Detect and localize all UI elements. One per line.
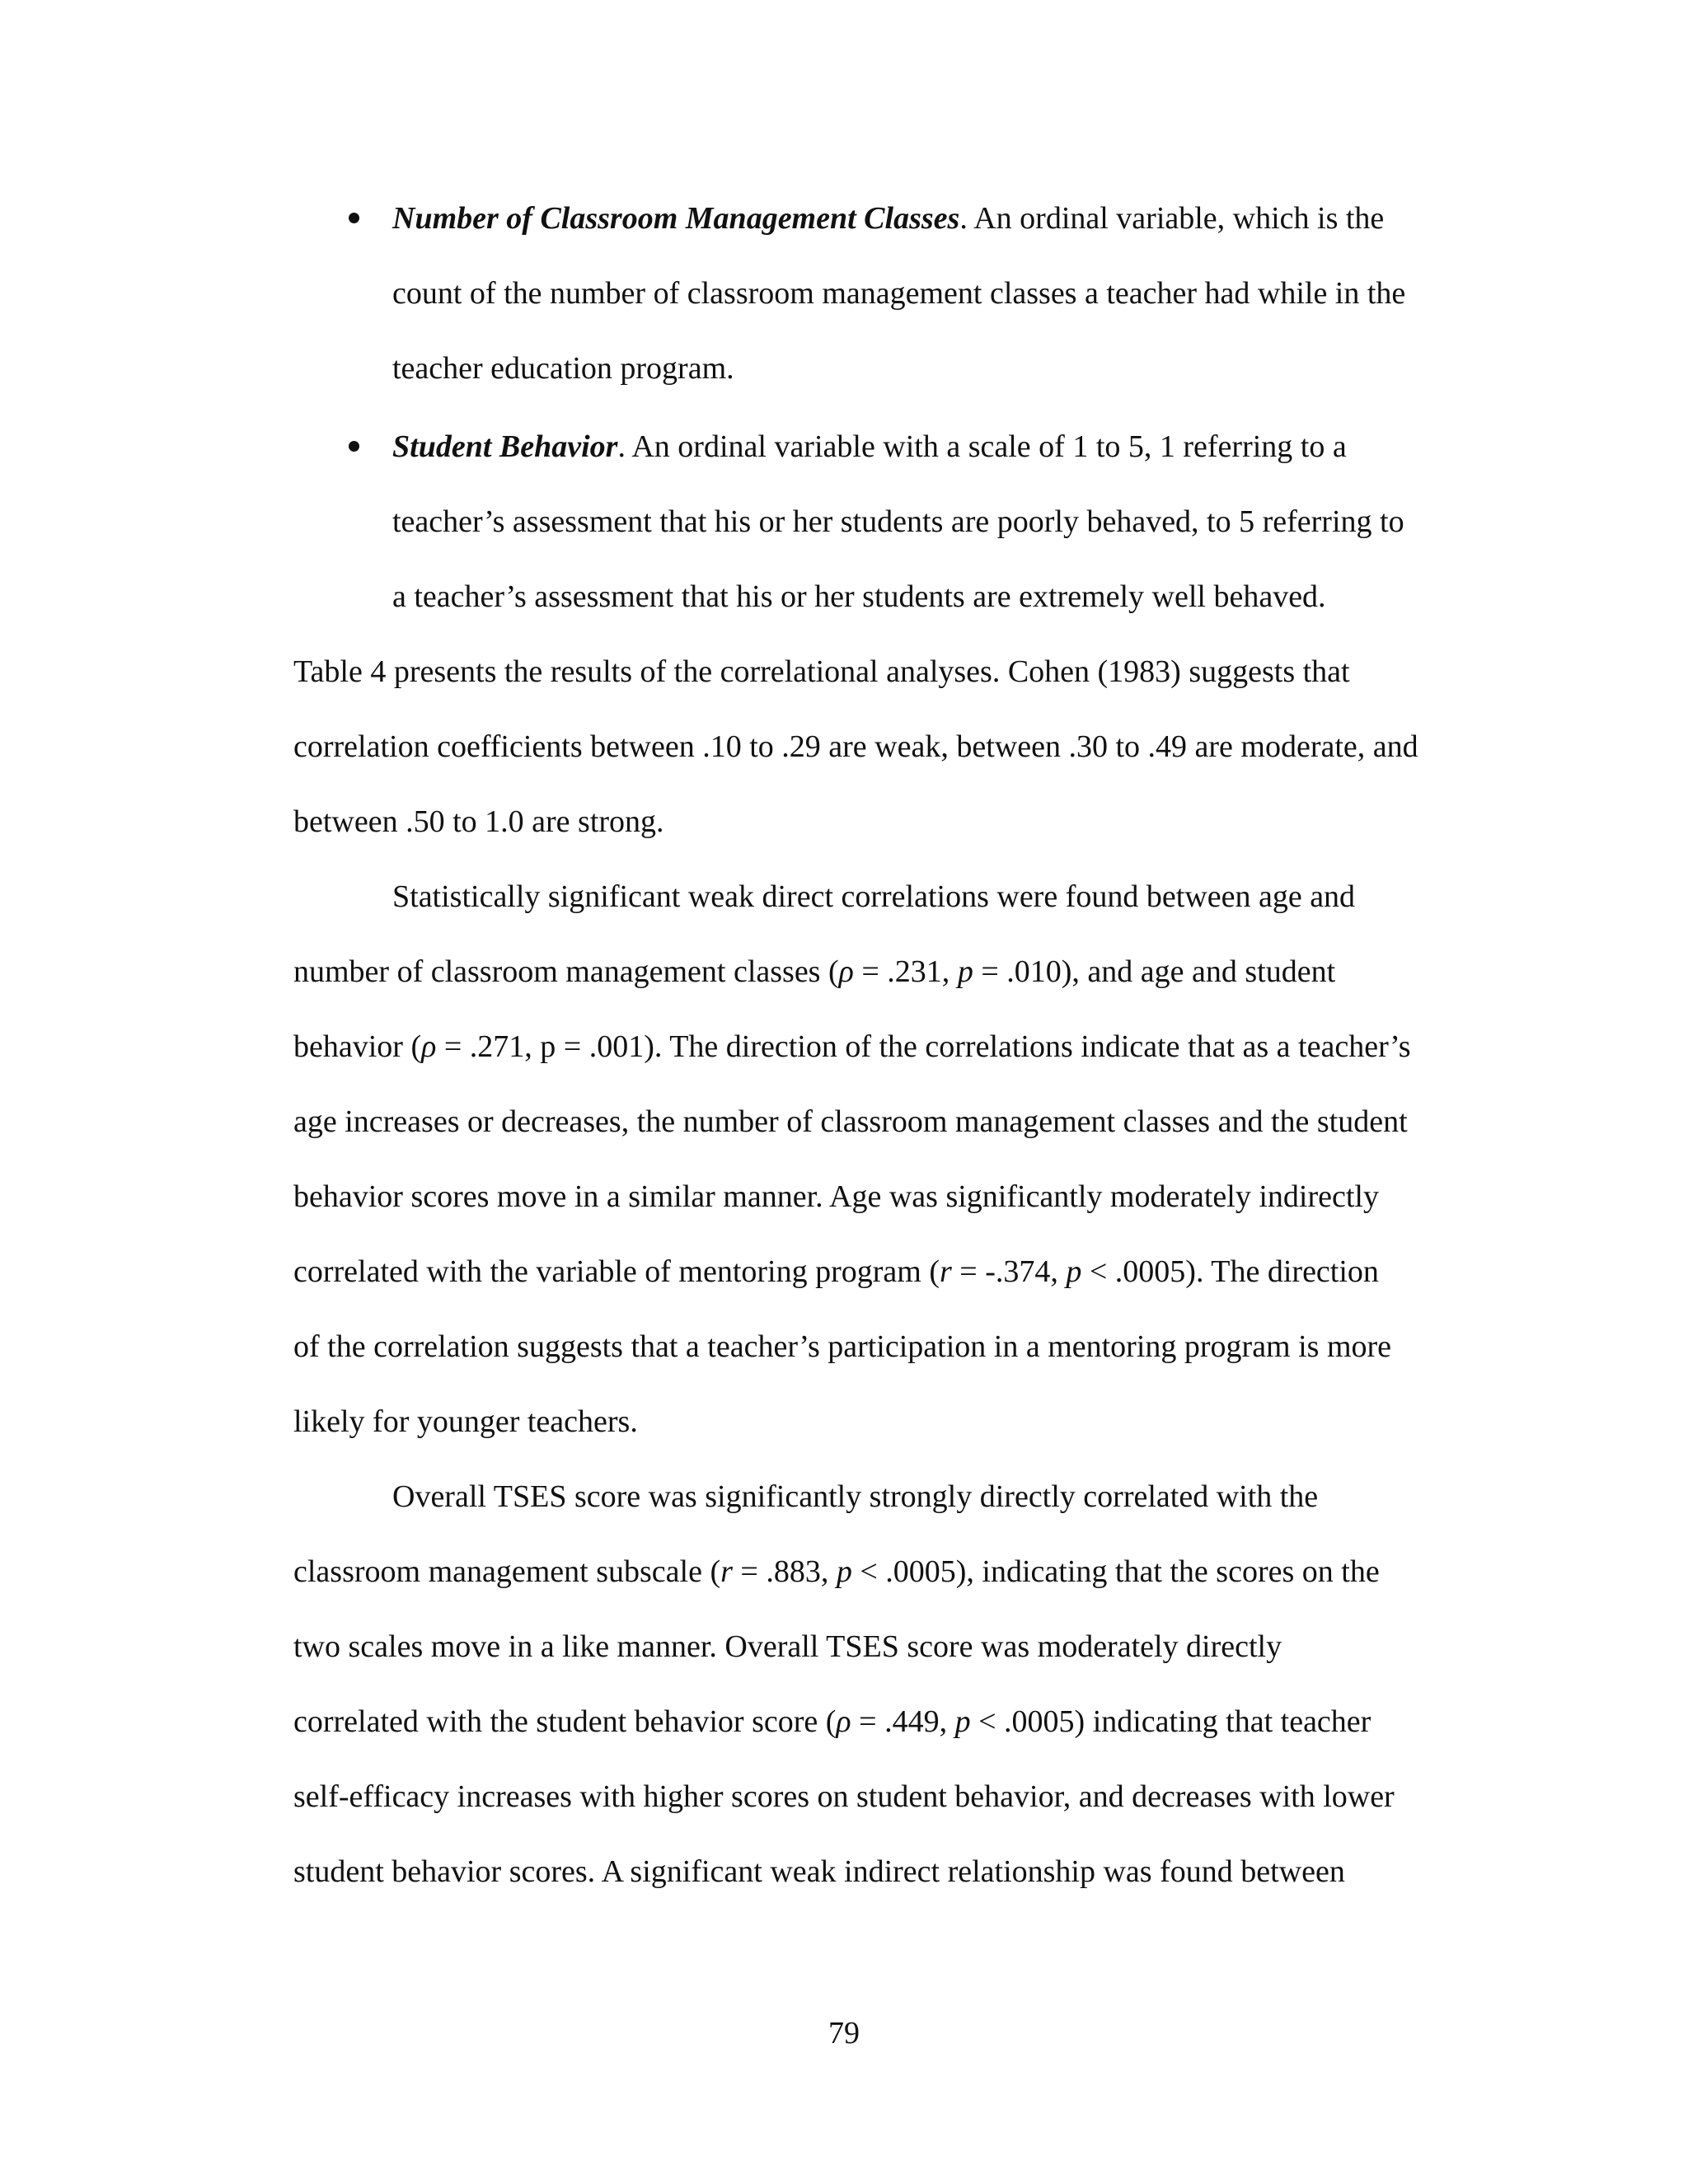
para2-line-2: number of classroom management classes (ρ = .231, p = .010), and age and student: [293, 954, 1336, 989]
para3-line-6: student behavior scores. A significant weak indirect relationship was found between: [293, 1854, 1345, 1889]
bullet-1-term: Number of Classroom Management Classes: [392, 201, 960, 236]
para2-line-3: behavior (ρ = .271, p = .001). The direction of the correlations indicate that as a teacher’s: [293, 1029, 1411, 1064]
bullet-1-text-1: An ordinal variable, which is the: [973, 201, 1385, 236]
para1-line-3: between .50 to 1.0 are strong.: [293, 804, 664, 839]
bullet-2-line-3: a teacher’s assessment that his or her students are extremely well behaved.: [392, 579, 1326, 614]
bullet-2-term: Student Behavior: [392, 429, 618, 464]
para2-line-5: behavior scores move in a similar manner. Age was significantly moderately indirectly: [293, 1179, 1379, 1214]
bullet-1-line-3: teacher education program.: [392, 351, 734, 386]
para3-line-1: Overall TSES score was significantly strongly directly correlated with the: [392, 1479, 1319, 1514]
para2-line-4: age increases or decreases, the number of classroom management classes and the student: [293, 1104, 1408, 1139]
bullet-dot-1: [349, 213, 359, 223]
bullet-2-line-2: teacher’s assessment that his or her students are poorly behaved, to 5 referring to: [392, 504, 1404, 539]
page-number: 79: [828, 2016, 860, 2050]
bullet-2-text-1: An ordinal variable with a scale of 1 to 5, 1 referring to a: [631, 429, 1347, 464]
para3-line-2: classroom management subscale (r = .883, p < .0005), indicating that the scores on the: [293, 1554, 1380, 1589]
para2-line-8: likely for younger teachers.: [293, 1404, 638, 1439]
para2-line-1: Statistically significant weak direct correlations were found between age and: [392, 879, 1356, 914]
bullet-2-line-1: Student Behavior. An ordinal variable with a scale of 1 to 5, 1 referring to a: [392, 429, 1347, 464]
bullet-1-line-1: Number of Classroom Management Classes. An ordinal variable, which is the: [392, 201, 1385, 236]
para3-line-5: self-efficacy increases with higher scores on student behavior, and decreases with lower: [293, 1779, 1395, 1814]
para2-line-6: correlated with the variable of mentoring program (r = -.374, p < .0005). The direction: [293, 1254, 1379, 1289]
para3-line-3: two scales move in a like manner. Overall TSES score was moderately directly: [293, 1629, 1282, 1664]
bullet-dot-2: [349, 441, 359, 452]
para2-line-7: of the correlation suggests that a teacher’s participation in a mentoring program is more: [293, 1329, 1392, 1364]
para3-line-4: correlated with the student behavior score (ρ = .449, p < .0005) indicating that teacher: [293, 1704, 1372, 1739]
bullet-1-line-2: count of the number of classroom management classes a teacher had while in the: [392, 276, 1406, 311]
para1-line-1: Table 4 presents the results of the correlational analyses. Cohen (1983) suggests that: [293, 654, 1350, 689]
para1-line-2: correlation coefficients between .10 to .29 are weak, between .30 to .49 are moderate, and: [293, 729, 1418, 764]
